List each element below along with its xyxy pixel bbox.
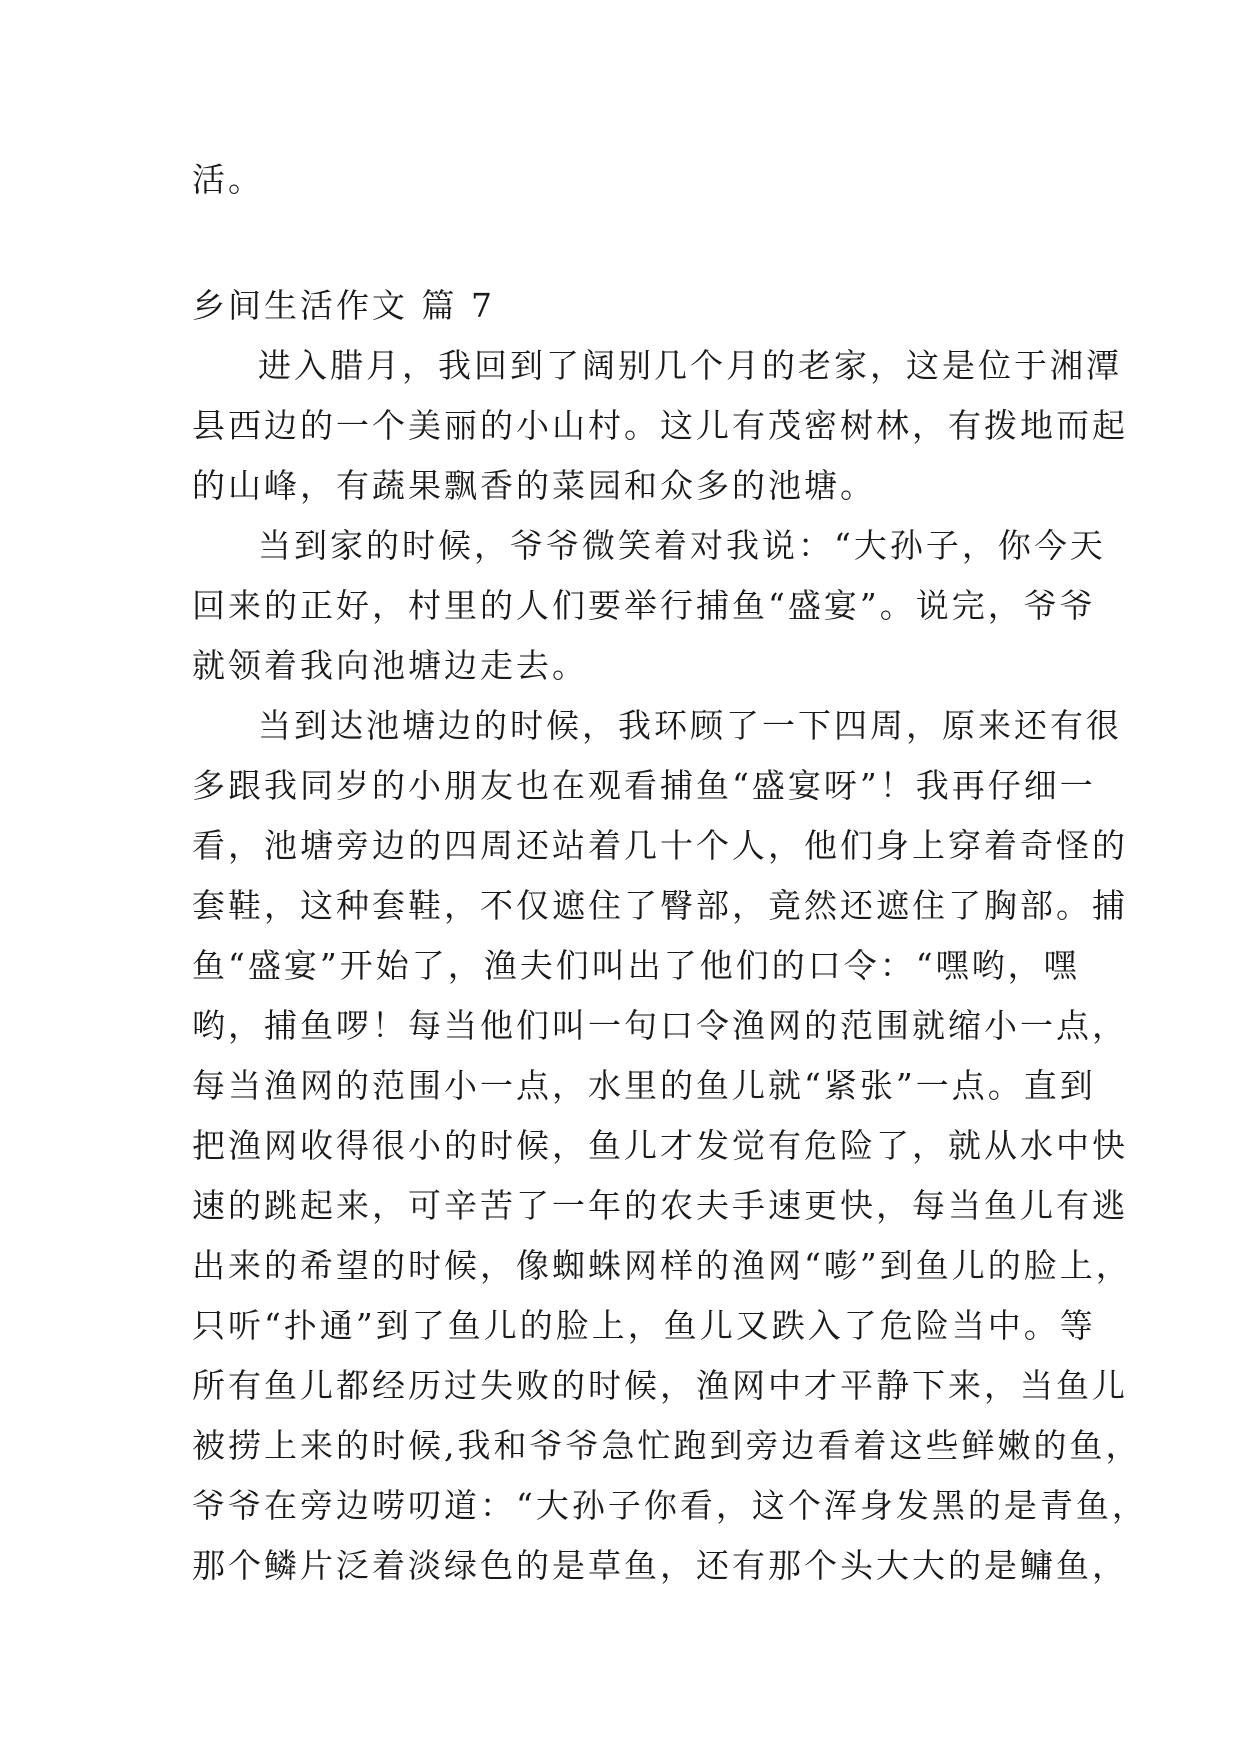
- paragraph-line: 那个鳞片泛着淡绿色的是草鱼，还有那个头大大的是鳙鱼，: [192, 1546, 1128, 1585]
- paragraph-line: 速的跳起来，可辛苦了一年的农夫手速更快，每当鱼儿有逃: [192, 1186, 1128, 1225]
- document-page: [192, 150, 1148, 1596]
- paragraph-line: 爷爷在旁边唠叨道：“大孙子你看，这个浑身发黑的是青鱼，: [192, 1486, 1148, 1525]
- paragraph-line: 当到达池塘边的时候，我环顾了一下四周，原来还有很: [258, 706, 1122, 745]
- paragraph-2: [192, 516, 1106, 696]
- paragraph-line: 哟，捕鱼啰！每当他们叫一句口令渔网的范围就缩小一点，: [192, 1006, 1128, 1045]
- paragraph-line: 所有鱼儿都经历过失败的时候，渔网中才平静下来，当鱼儿: [192, 1366, 1128, 1405]
- paragraph-1: [192, 336, 1128, 516]
- paragraph-line: 每当渔网的范围小一点，水里的鱼儿就“紧张”一点。直到: [192, 1066, 1096, 1105]
- paragraph-line: 只听“扑通”到了鱼儿的脸上，鱼儿又跌入了危险当中。等: [192, 1306, 1096, 1345]
- paragraph-line: 鱼“盛宴”开始了，渔夫们叫出了他们的口令：“嘿哟，嘿: [192, 946, 1080, 985]
- paragraph-line: 看，池塘旁边的四周还站着几十个人，他们身上穿着奇怪的: [192, 826, 1128, 865]
- paragraph-line: 多跟我同岁的小朋友也在观看捕鱼“盛宴呀”！我再仔细一: [192, 766, 1096, 805]
- paragraph-line: 被捞上来的时候,我和爷爷急忙跑到旁边看着这些鲜嫩的鱼，: [192, 1426, 1142, 1465]
- paragraph-line: 把渔网收得很小的时候，鱼儿才发觉有危险了，就从水中快: [192, 1126, 1128, 1165]
- paragraph-line: 套鞋，这种套鞋，不仅遮住了臀部，竟然还遮住了胸部。捕: [192, 886, 1128, 925]
- section-heading: 乡间生活作文 篇 7: [192, 286, 495, 325]
- paragraph-line: 回来的正好，村里的人们要举行捕鱼“盛宴”。说完，爷爷: [192, 586, 1096, 625]
- paragraph-line: 当到家的时候，爷爷微笑着对我说：“大孙子，你今天: [258, 526, 1106, 565]
- paragraph-line: 出来的希望的时候，像蜘蛛网样的渔网“嘭”到鱼儿的脸上，: [192, 1246, 1132, 1285]
- paragraph-line: 的山峰，有蔬果飘香的菜园和众多的池塘。: [192, 466, 876, 505]
- paragraph-3: [192, 696, 1148, 1596]
- carryover-line: 活。: [192, 160, 264, 199]
- paragraph-line: 县西边的一个美丽的小山村。这儿有茂密树林，有拨地而起: [192, 406, 1128, 445]
- paragraph-line: 就领着我向池塘边走去。: [192, 646, 588, 685]
- paragraph-line: 进入腊月，我回到了阔别几个月的老家，这是位于湘潭: [258, 346, 1122, 385]
